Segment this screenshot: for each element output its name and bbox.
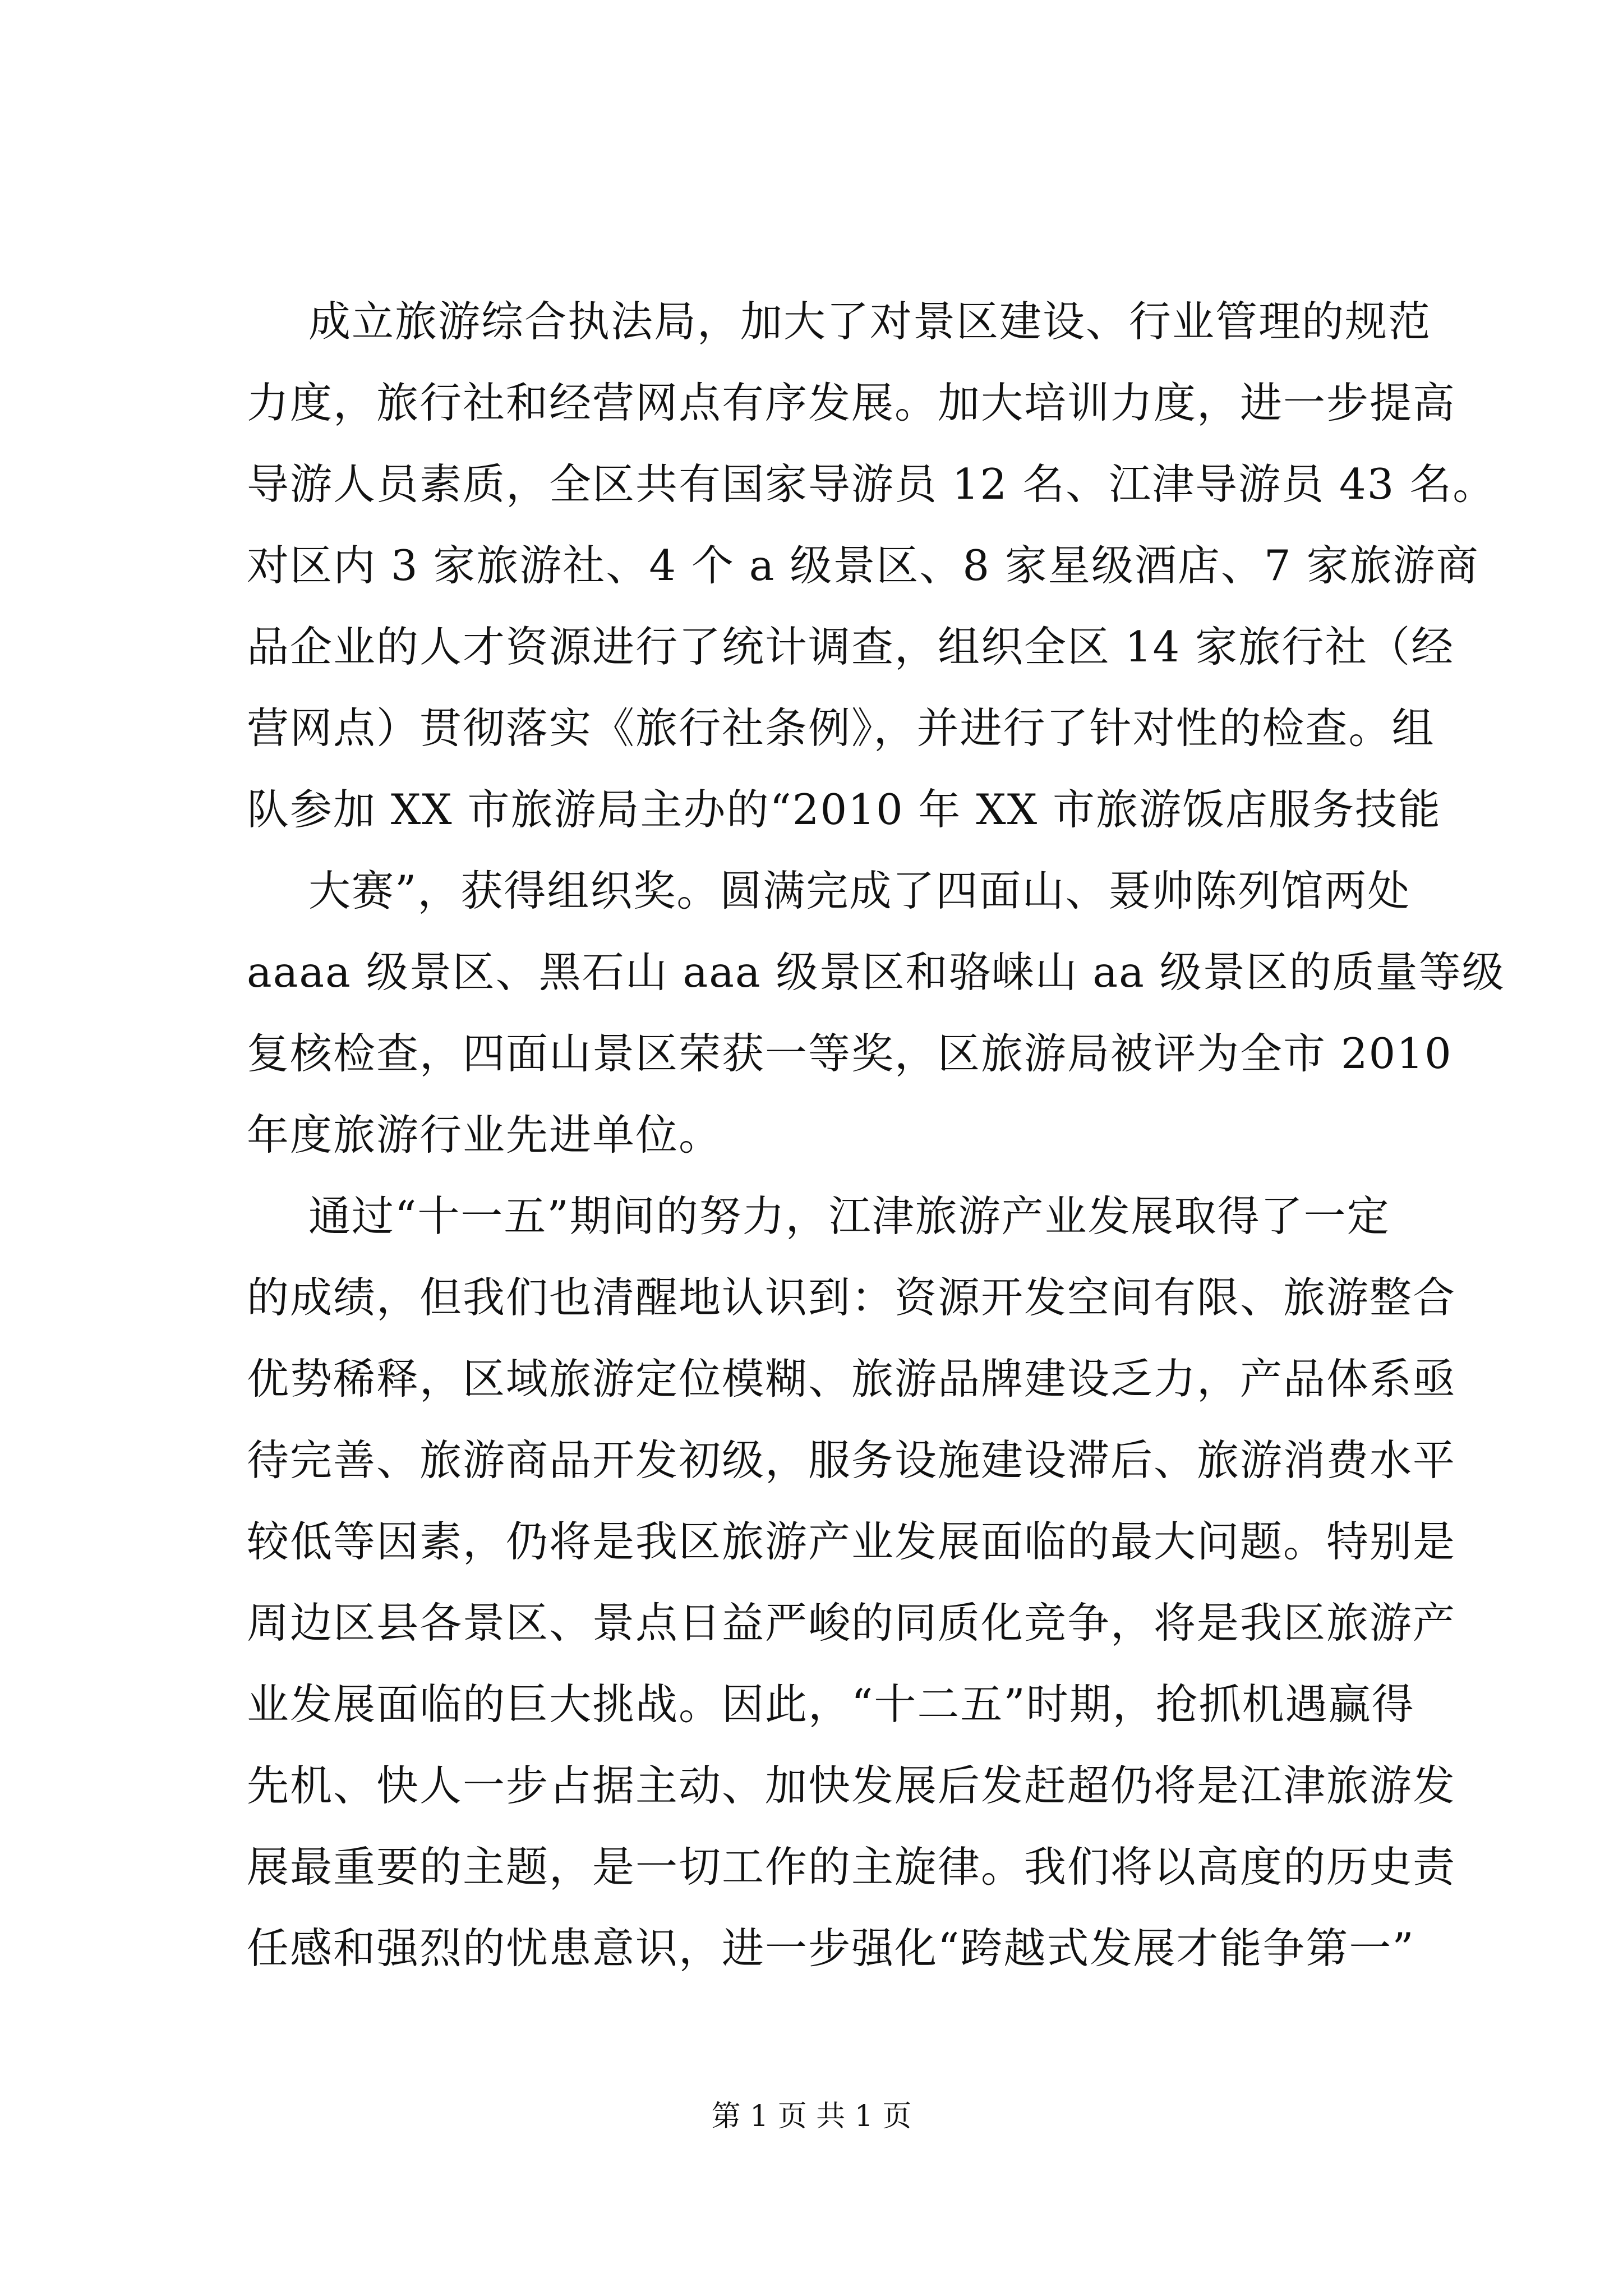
text-line: 先机、快人一步占据主动、加快发展后发赶超仍将是江津旅游发 [247,1761,1456,1810]
text-line: 通过“十一五”期间的努力，江津旅游产业发展取得了一定 [308,1191,1390,1241]
text-line: 较低等因素，仍将是我区旅游产业发展面临的最大问题。特别是 [247,1517,1456,1566]
text-line: 对区内 3 家旅游社、4 个 a 级景区、8 家星级酒店、7 家旅游商 [247,541,1479,590]
text-line: 导游人员素质，全区共有国家导游员 12 名、江津导游员 43 名。 [247,459,1496,509]
text-line: 年度旅游行业先进单位。 [247,1110,722,1159]
text-line: 优势稀释，区域旅游定位模糊、旅游品牌建设乏力，产品体系亟 [247,1354,1456,1404]
text-line: 待完善、旅游商品开发初级，服务设施建设滞后、旅游消费水平 [247,1435,1456,1485]
text-line: 任感和强烈的忧患意识，进一步强化“跨越式发展才能争第一” [247,1924,1415,1973]
text-line: 力度，旅行社和经营网点有序发展。加大培训力度，进一步提高 [247,378,1456,427]
text-line: 营网点）贯彻落实《旅行社条例》，并进行了针对性的检查。组 [247,703,1435,753]
text-line: 展最重要的主题，是一切工作的主旋律。我们将以高度的历史责 [247,1842,1456,1892]
text-line: aaaa 级景区、黑石山 aaa 级景区和骆崃山 aa 级景区的质量等级 [247,947,1505,997]
text-line: 业发展面临的巨大挑战。因此，“十二五”时期，抢抓机遇赢得 [247,1680,1415,1729]
text-line: 队参加 XX 市旅游局主办的“2010 年 XX 市旅游饭店服务技能 [247,785,1441,834]
text-line: 周边区县各景区、景点日益严峻的同质化竞争，将是我区旅游产 [247,1598,1456,1648]
page-footer: 第 1 页 共 1 页 [711,2100,912,2133]
text-line: 成立旅游综合执法局，加大了对景区建设、行业管理的规范 [308,297,1432,346]
text-line: 复核检查，四面山景区荣获一等奖，区旅游局被评为全市 2010 [247,1029,1453,1078]
text-line: 品企业的人才资源进行了统计调查，组织全区 14 家旅行社（经 [247,622,1455,671]
text-line: 的成绩，但我们也清醒地认识到：资源开发空间有限、旅游整合 [247,1273,1456,1322]
text-line: 大赛”，获得组织奖。圆满完成了四面山、聂帅陈列馆两处 [308,866,1411,915]
